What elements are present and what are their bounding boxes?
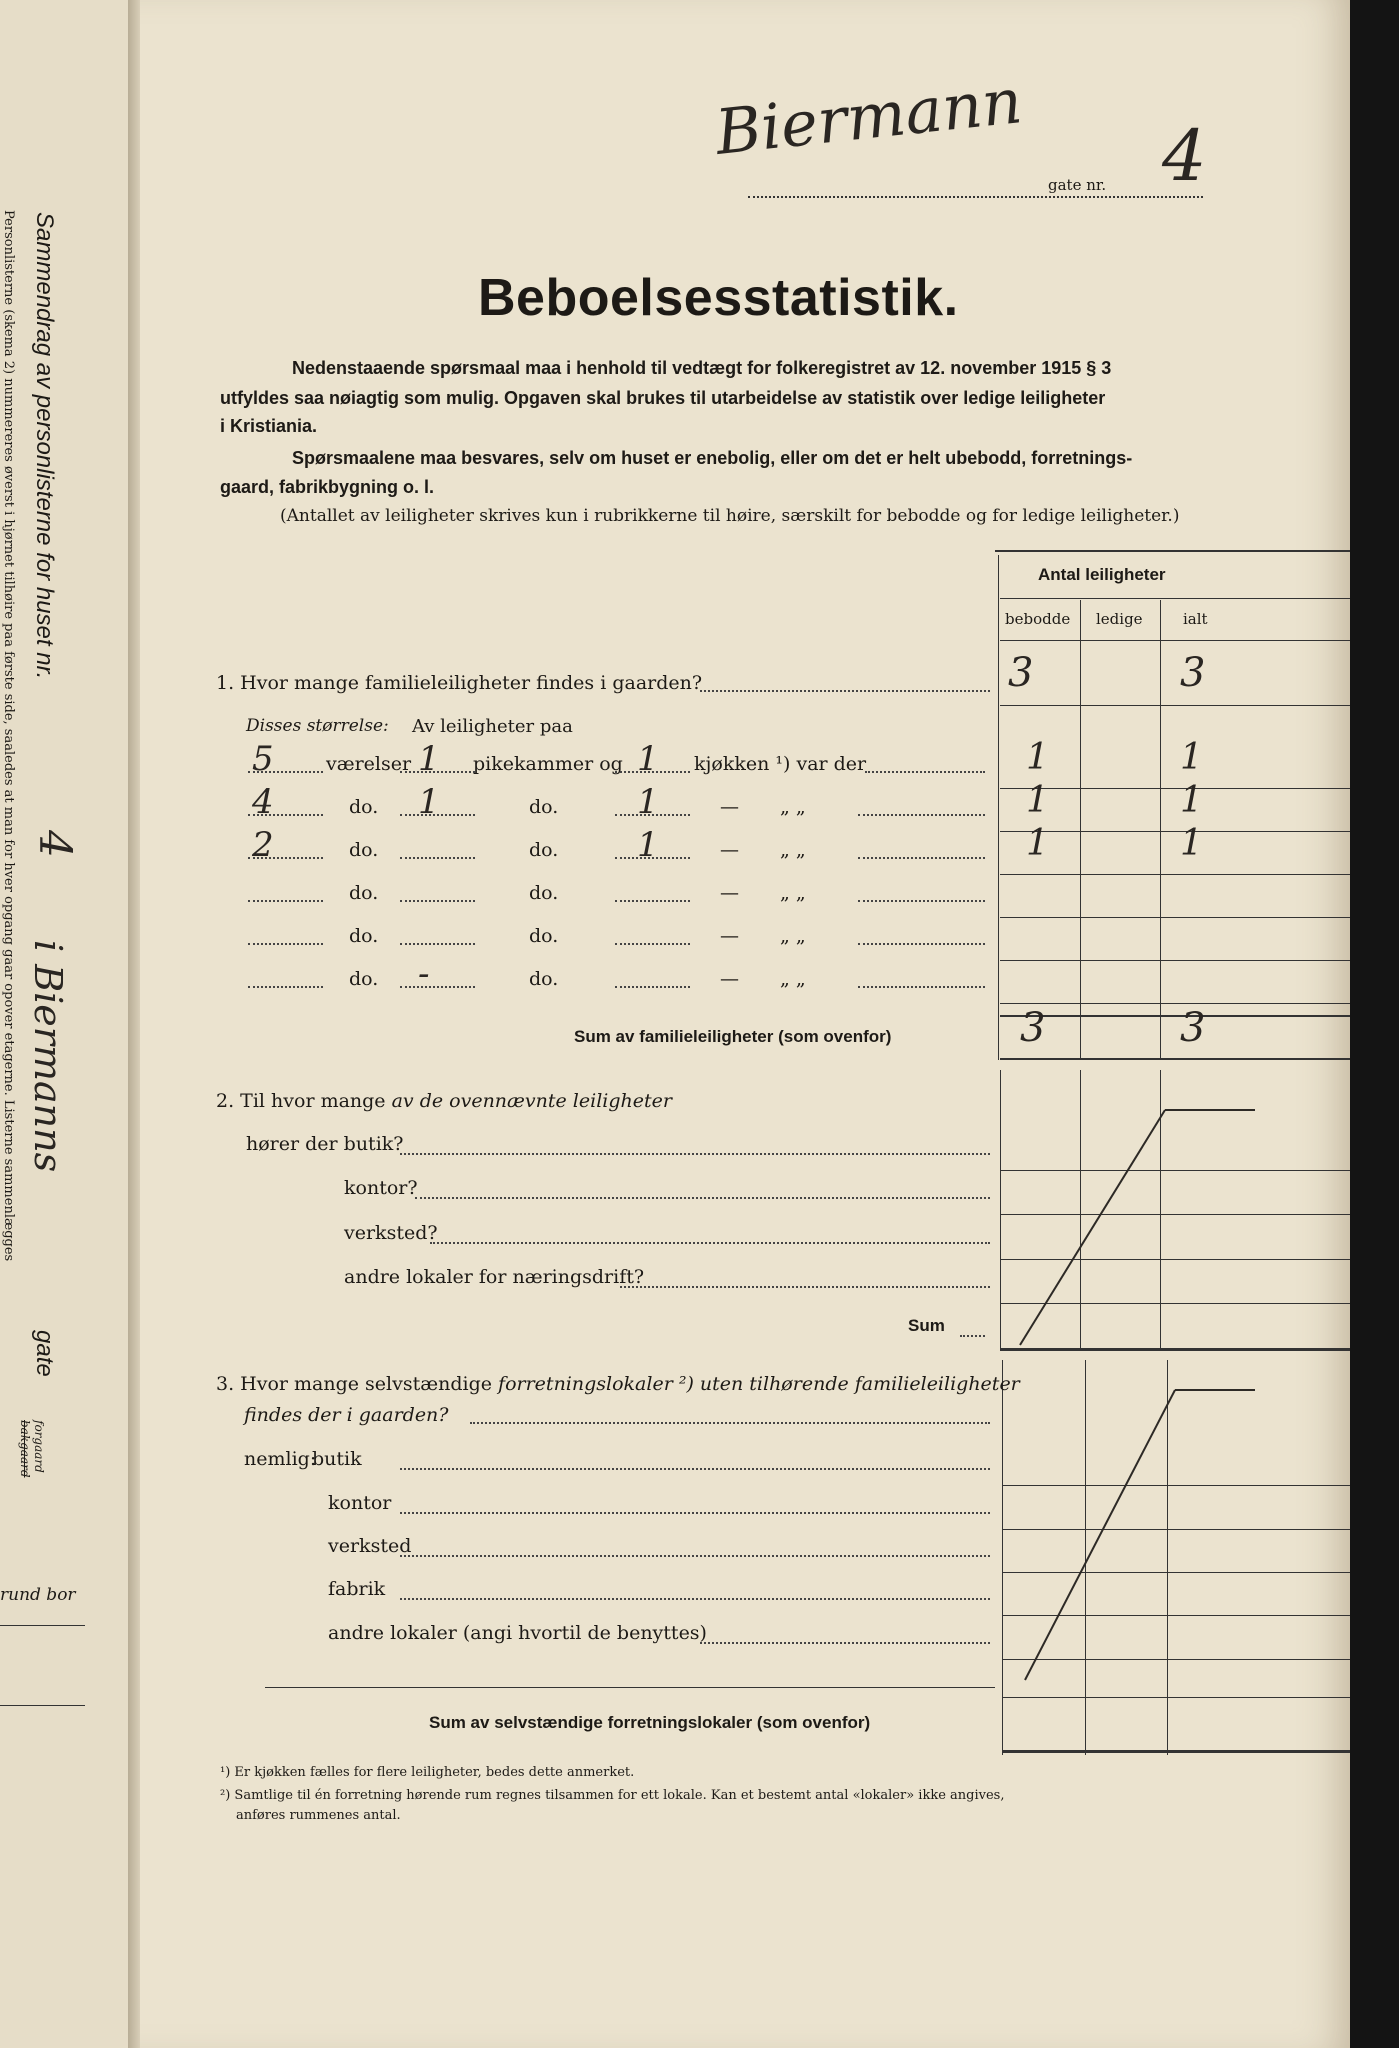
- row-bebodde-value: 1: [1026, 823, 1049, 864]
- row-ialt-value: 1: [1180, 737, 1203, 778]
- intro-line: gaard, fabrikbygning o. l.: [220, 477, 435, 497]
- sizes-label: Disses størrelse:: [246, 716, 389, 736]
- q3-nemlig: nemlig:: [244, 1448, 317, 1470]
- q3-label-c: findes der i gaarden?: [244, 1404, 449, 1426]
- do-label: do.: [349, 882, 379, 904]
- q2-item: kontor?: [344, 1177, 418, 1199]
- left-rotated-gate: gate: [31, 1330, 58, 1377]
- form-page: [140, 0, 1350, 2048]
- row-ialt-value: 1: [1180, 823, 1203, 864]
- q2-item: hører der butik?: [246, 1133, 404, 1155]
- q1-label: 1. Hvor mange familieleiligheter findes i gaarden?: [216, 672, 703, 694]
- kjokken-value: 1: [637, 782, 659, 822]
- row-ialt-value: 1: [1180, 780, 1203, 821]
- page-gutter: [128, 0, 140, 2048]
- vaerelser-value: 5: [252, 739, 274, 779]
- do-label: do.: [529, 925, 559, 947]
- col-header-bebodde: bebodde: [1005, 610, 1071, 628]
- left-rotated-street: i Biermanns: [26, 940, 70, 1173]
- q3-sum-label: Sum av selvstændige forretningslokaler (som ovenfor): [429, 1713, 871, 1732]
- left-forgaard: forgaard: [32, 1420, 46, 1473]
- q1-bebodde-value: 3: [1008, 650, 1034, 696]
- strike-line: [1020, 1110, 1165, 1345]
- left-rule: [0, 1705, 85, 1706]
- do-label: do.: [349, 796, 379, 818]
- ditto-quote: „ „: [780, 882, 806, 904]
- vaerelser-value: 2: [252, 825, 274, 865]
- ditto-quote: „ „: [780, 796, 806, 818]
- pikekammer-label: pikekammer og: [473, 753, 623, 775]
- q3-item: fabrik: [328, 1578, 386, 1600]
- strike-through-lines: [140, 0, 1350, 2048]
- do-label: do.: [349, 839, 379, 861]
- left-rotated-instructions: Personlisterne (skema 2) nummereres øverst i hjørnet tilhøire paa første side, saaledes at man for hver opgang gaar opover etagerne. Listerne sammenlægges: [1, 210, 16, 1262]
- dash: —: [720, 968, 739, 990]
- gate-nr-label: gate nr.: [1048, 176, 1107, 194]
- scan-background-edge: [1350, 0, 1399, 2048]
- row-bebodde-value: 1: [1026, 737, 1049, 778]
- ditto-quote: „ „: [780, 968, 806, 990]
- do-label: do.: [349, 968, 379, 990]
- left-rule: [0, 1625, 85, 1626]
- intro-line: Nedenstaaende spørsmaal maa i henhold til vedtægt for folkeregistret av 12. november 1915 § 3: [292, 358, 1112, 378]
- pikekammer-value: -: [418, 954, 430, 994]
- sizes-label-2: Av leiligheter paa: [412, 716, 573, 737]
- footnote-2: ²) Samtlige til én forretning hørende rum regnes tilsammen for ett lokale. Kan et bestemt antal «lokaler» ikke angives,: [220, 1788, 1005, 1803]
- left-bakgaard: bakgaard: [18, 1420, 32, 1478]
- left-rotated-title: Sammendrag av personlisterne for huset nr.: [31, 212, 58, 680]
- q2-label-a: 2. Til hvor mange: [216, 1090, 386, 1112]
- vaerelser-label: værelser: [326, 753, 412, 775]
- street-name-handwritten: Biermann: [712, 64, 1026, 169]
- page-title: Beboelsesstatistik.: [478, 269, 959, 327]
- q3-item: verksted: [328, 1535, 412, 1557]
- kjokken-value: 1: [637, 825, 659, 865]
- do-label: do.: [349, 925, 379, 947]
- dash: —: [720, 839, 739, 861]
- q3-label-a: 3. Hvor mange selvstændige: [216, 1373, 492, 1395]
- do-label: do.: [529, 882, 559, 904]
- q3-label-b: forretningslokaler ²) uten tilhørende familieleiligheter: [498, 1373, 1020, 1395]
- pikekammer-value: 1: [418, 782, 440, 822]
- q2-item: verksted?: [344, 1222, 438, 1244]
- footnote-1: ¹) Er kjøkken fælles for flere leiligheter, bedes dette anmerket.: [220, 1765, 635, 1780]
- q1-sum-ialt: 3: [1180, 1005, 1206, 1051]
- q3-item: andre lokaler (angi hvortil de benyttes): [328, 1622, 707, 1644]
- intro-line: i Kristiania.: [220, 416, 318, 436]
- intro-line: Spørsmaalene maa besvares, selv om huset er enebolig, eller om det er helt ubebodd, forretnings-: [292, 448, 1133, 468]
- do-label: do.: [529, 968, 559, 990]
- q2-sum-label: Sum: [908, 1316, 945, 1335]
- q1-sum-bebodde: 3: [1020, 1005, 1046, 1051]
- left-grund-bor: rund bor: [0, 1585, 76, 1605]
- q1-sum-label: Sum av familieleiligheter (som ovenfor): [574, 1027, 892, 1046]
- left-rotated-number: 4: [29, 830, 80, 858]
- col-header-ialt: ialt: [1183, 610, 1208, 628]
- q1-ialt-value: 3: [1180, 650, 1206, 696]
- vaerelser-value: 4: [252, 782, 274, 822]
- do-label: do.: [529, 796, 559, 818]
- ditto-quote: „ „: [780, 925, 806, 947]
- ditto-quote: „ „: [780, 839, 806, 861]
- dash: —: [720, 925, 739, 947]
- q3-item: butik: [312, 1448, 362, 1470]
- q2-item: andre lokaler for næringsdrift?: [344, 1266, 645, 1288]
- dash: —: [720, 796, 739, 818]
- intro-note: (Antallet av leiligheter skrives kun i rubrikkerne til høire, særskilt for bebodde og for ledige leiligheter.): [280, 506, 1180, 526]
- pikekammer-value: 1: [418, 739, 440, 779]
- do-label: do.: [529, 839, 559, 861]
- kjokken-label: kjøkken ¹) var der: [694, 753, 867, 775]
- q3-item: kontor: [328, 1492, 392, 1514]
- col-header-ledige: ledige: [1096, 610, 1143, 628]
- footnote-2-cont: anføres rummenes antal.: [236, 1808, 401, 1823]
- gate-nr-value: 4: [1162, 115, 1207, 197]
- q2-label-b: av de ovennævnte leiligheter: [391, 1090, 672, 1112]
- intro-line: utfyldes saa nøiagtig som mulig. Opgaven skal brukes til utarbeidelse av statistik over ledige leiligheter: [220, 388, 1106, 408]
- dash: —: [720, 882, 739, 904]
- left-page-fragment: [0, 0, 130, 2048]
- strike-line: [1025, 1390, 1175, 1680]
- row-bebodde-value: 1: [1026, 780, 1049, 821]
- kjokken-value: 1: [637, 739, 659, 779]
- table-group-header: Antal leiligheter: [1038, 565, 1166, 584]
